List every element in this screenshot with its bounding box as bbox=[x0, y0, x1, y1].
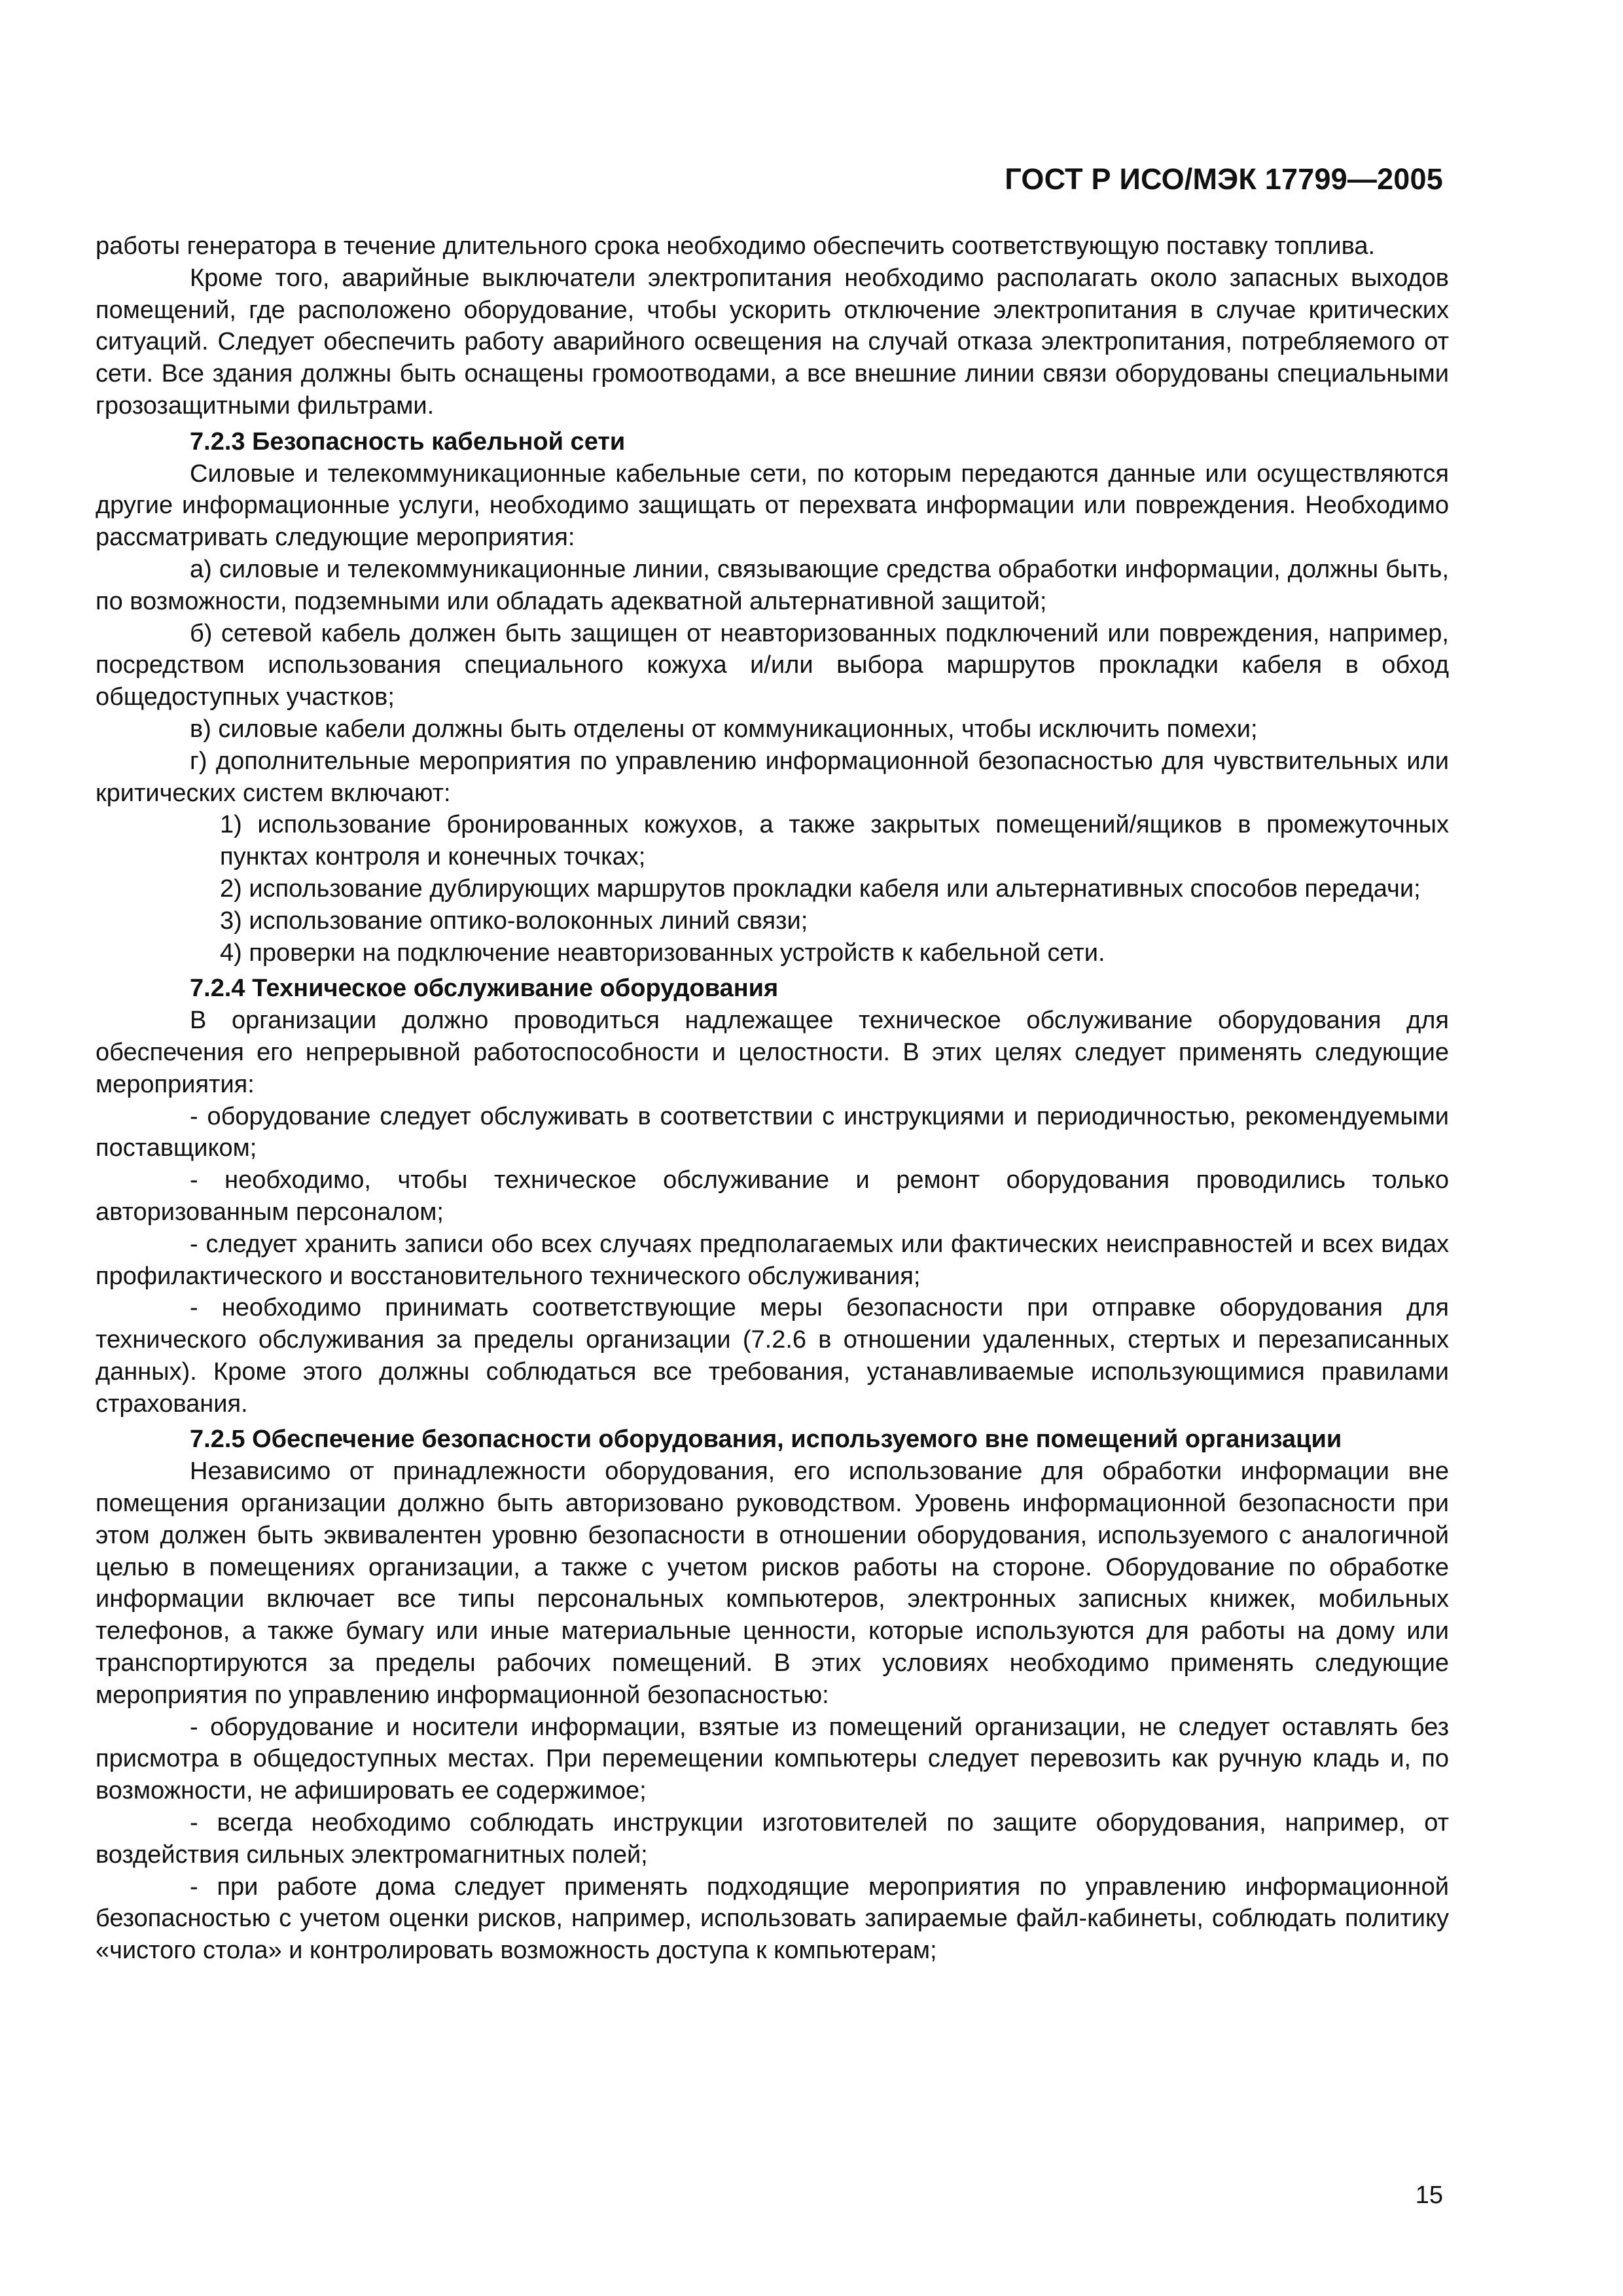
list-item: - необходимо, чтобы техническое обслуживание и ремонт оборудования проводились только авторизованным персоналом; bbox=[96, 1166, 1449, 1226]
section-heading-7-2-4: 7.2.4 Техническое обслуживание оборудования bbox=[190, 975, 779, 1003]
paragraph: Силовые и телекоммуникационные кабельные сети, по которым передаются данные или осуществляются другие информационные услуги, необходимо защищать от перехвата информации или повреждения. Необходимо рассматривать следующие мероприятия: bbox=[96, 459, 1449, 552]
paragraph: Кроме того, аварийные выключатели электропитания необходимо располагать около запасных выходов помещений, где расположено оборудование, чтобы ускорить отключение электропитания в случае критических ситуаций. Следует обеспечить работу аварийного освещения на случай отказа электропитания, потребляемого от сети. Все здания должны быть оснащены громоотводами, а все внешние линии связи оборудованы специальными грозозащитными фильтрами. bbox=[96, 264, 1449, 420]
list-item: в) силовые кабели должны быть отделены от коммуникационных, чтобы исключить помехи; bbox=[190, 715, 1258, 743]
list-item: - при работе дома следует применять подходящие мероприятия по управлению информационной безопасностью с учетом оценки рисков, например, использовать запираемые файл-кабинеты, соблюдать политику «чистого стола» и контролировать возможность доступа к компьютерам; bbox=[96, 1873, 1449, 1965]
document-code-header: ГОСТ Р ИСО/МЭК 17799—2005 bbox=[1005, 162, 1443, 196]
list-item: а) силовые и телекоммуникационные линии, связывающие средства обработки информации, должны быть, по возможности, подземными или обладать адекватной альтернативной защитой; bbox=[96, 555, 1449, 615]
list-item: - оборудование следует обслуживать в соответствии с инструкциями и периодичностью, рекомендуемыми поставщиком; bbox=[96, 1102, 1449, 1162]
sub-list-item: 4) проверки на подключение неавторизованных устройств к кабельной сети. bbox=[220, 939, 1105, 967]
section-heading-7-2-3: 7.2.3 Безопасность кабельной сети bbox=[190, 427, 626, 456]
sub-list-item: 3) использование оптико-волоконных линий связи; bbox=[220, 906, 808, 935]
list-item: б) сетевой кабель должен быть защищен от неавторизованных подключений или повреждения, например, посредством использования специального кожуха и/или выбора маршрутов прокладки кабеля в обход общедоступных участков; bbox=[96, 619, 1449, 711]
list-item: - следует хранить записи обо всех случаях предполагаемых или фактических неисправностей и всех видах профилактического и восстановительного технического обслуживания; bbox=[96, 1230, 1449, 1290]
document-body bbox=[96, 230, 1449, 1967]
list-item: - оборудование и носители информации, взятые из помещений организации, не следует оставлять без присмотра в общедоступных местах. При перемещении компьютеры следует перевозить как ручную кладь и, по возможности, не афишировать ее содержимое; bbox=[96, 1713, 1449, 1805]
sub-list-item: 1) использование бронированных кожухов, а также закрытых помещений/ящиков в промежуточных пунктах контроля и конечных точках; bbox=[220, 811, 1449, 871]
paragraph: В организации должно проводиться надлежащее техническое обслуживание оборудования для обеспечения его непрерывной работоспособности и целостности. В этих целях следует применять следующие мероприятия: bbox=[96, 1007, 1449, 1098]
paragraph: Независимо от принадлежности оборудования, его использование для обработки информации вне помещения организации должно быть авторизовано руководством. Уровень информационной безопасности при этом должен быть эквивалентен уровню безопасности в отношении оборудования, используемого с аналогичной целью в помещениях организации, а также с учетом рисков работы на стороне. Оборудование по обработке информации включает все типы персональных компьютеров, электронных записных книжек, мобильных телефонов, а также бумагу или иные материальные ценности, которые используются для работы на дому или транспортируются за пределы рабочих помещений. В этих условиях необходимо применять следующие мероприятия по управлению информационной безопасностью: bbox=[96, 1458, 1449, 1709]
list-item: г) дополнительные мероприятия по управлению информационной безопасностью для чувствительных или критических систем включают: bbox=[96, 747, 1449, 807]
paragraph: работы генератора в течение длительного срока необходимо обеспечить соответствующую поставку топлива. bbox=[96, 232, 1376, 260]
section-heading-7-2-5: 7.2.5 Обеспечение безопасности оборудования, используемого вне помещений организации bbox=[190, 1426, 1342, 1454]
list-item: - необходимо принимать соответствующие меры безопасности при отправке оборудования для технического обслуживания за пределы организации (7.2.6 в отношении удаленных, стертых и перезаписанных данных). Кроме этого должны соблюдаться все требования, устанавливаемые использующимися правилами страхования. bbox=[96, 1294, 1449, 1418]
page-number: 15 bbox=[1415, 2181, 1443, 2209]
sub-list-item: 2) использование дублирующих маршрутов прокладки кабеля или альтернативных способов передачи; bbox=[220, 874, 1421, 903]
list-item: - всегда необходимо соблюдать инструкции изготовителей по защите оборудования, например, от воздействия сильных электромагнитных полей; bbox=[96, 1809, 1449, 1869]
